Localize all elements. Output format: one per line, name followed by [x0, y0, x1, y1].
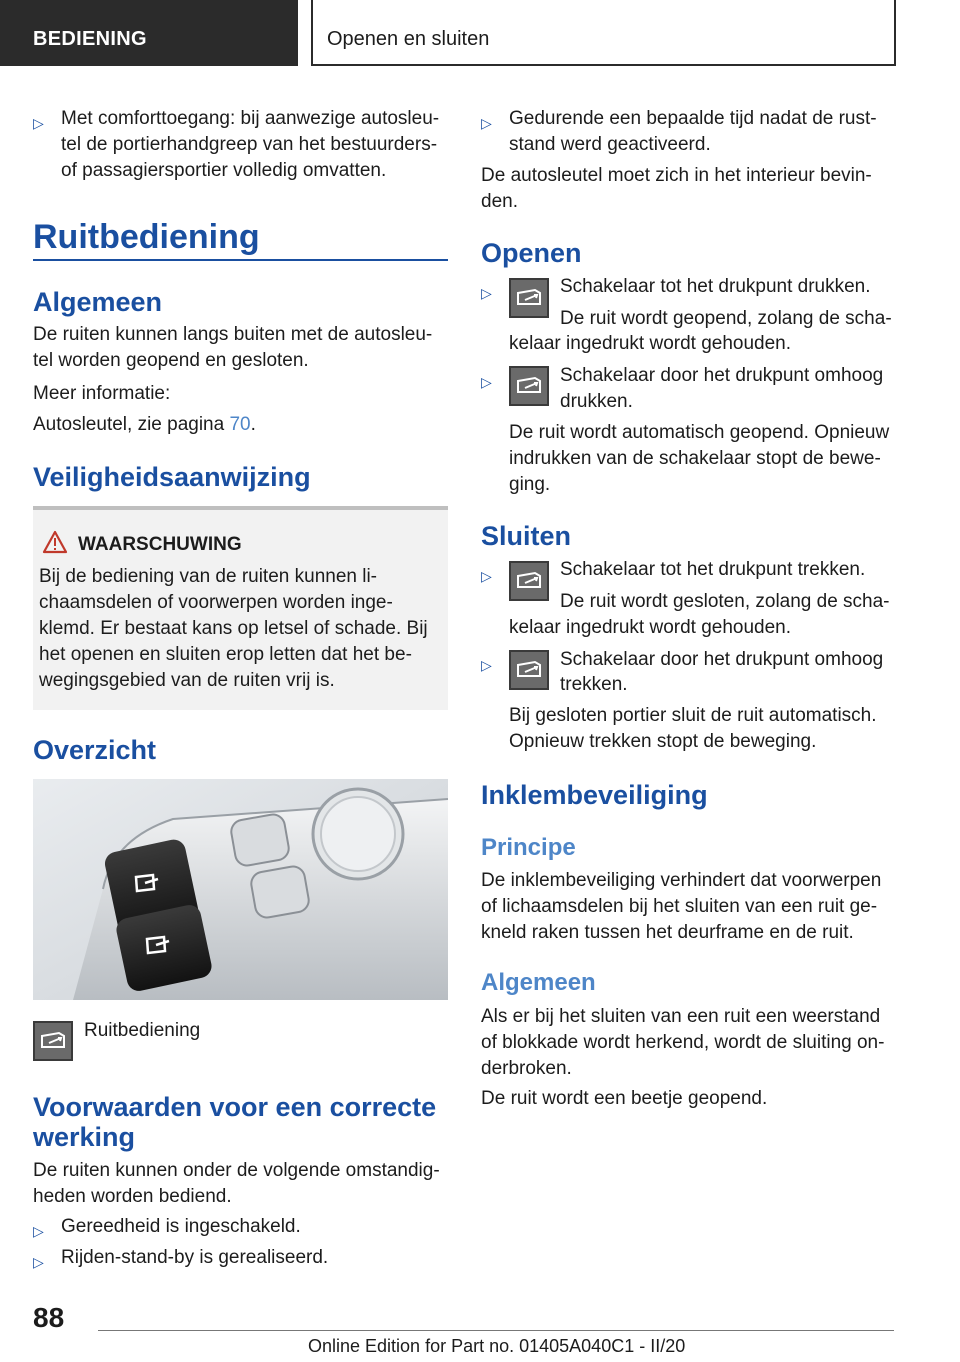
close-2-line-1: Schakelaar door het drukpunt omhoog	[560, 649, 884, 670]
close-1-line-3: kelaar ingedrukt wordt gehouden.	[509, 617, 792, 638]
bullet-triangle-icon: ▷	[481, 115, 492, 131]
close-1-line-1: Schakelaar tot het drukpunt trekken.	[560, 559, 866, 580]
key-line-1: De autosleutel moet zich in het interieur bevin-	[481, 165, 872, 186]
rest-line-1: Gedurende een bepaalde tijd nadat de rust-	[509, 108, 877, 129]
page-title: Ruitbediening	[33, 218, 260, 256]
close-2-line-3: Bij gesloten portier sluit de ruit automatisch.	[509, 705, 877, 726]
warning-line-2: chaamsdelen of voorwerpen worden inge-	[39, 592, 393, 613]
heading-algemeen: Algemeen	[33, 287, 163, 317]
reference-end: .	[250, 414, 256, 435]
heading-overview: Overzicht	[33, 735, 157, 765]
reference-text: Autosleutel, zie pagina	[33, 414, 230, 435]
general-text	[33, 322, 448, 374]
heading-close: Sluiten	[481, 521, 572, 551]
warning-line-3: klemd. Er bestaat kans op letsel of schade. Bij	[39, 618, 428, 639]
condition-bullet-1	[33, 1214, 448, 1240]
general-right-line-4: De ruit wordt een beetje geopend.	[481, 1088, 768, 1109]
more-info-label: Meer informatie:	[33, 383, 171, 404]
general-right-line-3: derbroken.	[481, 1058, 572, 1079]
condition-2-text: Rijden-stand-by is gerealiseerd.	[61, 1247, 329, 1268]
principle-line-3: kneld raken tussen het deurframe en de ruit.	[481, 922, 854, 943]
warning-triangle-icon	[42, 530, 68, 554]
page-number: 88	[33, 1302, 65, 1333]
intro-bullet	[33, 106, 448, 186]
general-right-line-1: Als er bij het sluiten van een ruit een weerstand	[481, 1006, 881, 1027]
close-2-desc	[509, 703, 901, 755]
window-switch-photo	[33, 779, 448, 1000]
warning-title: WAARSCHUWING	[78, 534, 242, 555]
section-tab	[0, 0, 298, 66]
condition-bullet-2	[33, 1245, 448, 1271]
general-right-line-2: of blokkade wordt herkend, wordt de sluiting on-	[481, 1032, 885, 1053]
page-link[interactable]: 70	[229, 414, 251, 435]
general-right-text	[481, 1004, 901, 1082]
close-2-line-2: trekken.	[560, 674, 628, 695]
heading-pinch-protection: Inklembeveiliging	[481, 780, 708, 810]
footer-rule	[98, 1330, 894, 1331]
window-switch-icon	[509, 650, 549, 690]
heading-principle: Principe	[481, 834, 576, 861]
open-2-line-4: indrukken van de schakelaar stopt de bewe-	[509, 448, 881, 469]
conditions-heading-line-1: Voorwaarden voor een correcte	[33, 1092, 437, 1122]
open-2-line-2: drukken.	[560, 391, 633, 412]
condition-1-text: Gereedheid is ingeschakeld.	[61, 1216, 301, 1237]
heading-open: Openen	[481, 238, 582, 268]
warning-line-4: het openen en sluiten erop letten dat het be-	[39, 644, 412, 665]
reference-line	[33, 412, 256, 438]
principle-text	[481, 868, 901, 946]
rest-line-2: stand werd geactiveerd.	[509, 134, 711, 155]
open-1-line-1: Schakelaar tot het drukpunt drukken.	[560, 276, 871, 297]
principle-line-1: De inklembeveiliging verhindert dat voorwerpen	[481, 870, 882, 891]
heading-safety: Veiligheidsaanwijzing	[33, 462, 311, 492]
heading-conditions	[33, 1092, 448, 1152]
open-1-line-2: De ruit wordt geopend, zolang de scha-	[560, 308, 892, 329]
intro-line-1: Met comforttoegang: bij aanwezige autosleu-	[61, 108, 440, 129]
intro-line-2: tel de portierhandgreep van het bestuurders-	[61, 134, 438, 155]
page-header	[0, 0, 960, 66]
window-switch-icon	[509, 561, 549, 601]
bullet-triangle-icon: ▷	[33, 1223, 44, 1239]
close-1-line-2: De ruit wordt gesloten, zolang de scha-	[560, 591, 890, 612]
warning-line-5: wegingsgebied van de ruiten vrij is.	[39, 670, 335, 691]
close-2-line-4: Opnieuw trekken stopt de beweging.	[509, 731, 817, 752]
chapter-tab	[311, 0, 896, 66]
chapter-label: Openen en sluiten	[327, 28, 490, 50]
general-line-2: tel worden geopend en gesloten.	[33, 350, 309, 371]
window-switch-icon	[509, 366, 549, 406]
open-2-desc	[509, 420, 901, 498]
open-2-line-5: ging.	[509, 474, 551, 495]
edition-text: Online Edition for Part no. 01405A040C1 - II/20	[308, 1336, 686, 1356]
conditions-line-2: heden worden bediend.	[33, 1186, 232, 1207]
photo-caption: Ruitbediening	[84, 1020, 201, 1041]
open-2-line-1: Schakelaar door het drukpunt omhoog	[560, 365, 884, 386]
principle-line-2: of lichaamsdelen bij het sluiten van een ruit ge-	[481, 896, 878, 917]
warning-text	[39, 564, 444, 694]
warning-line-1: Bij de bediening van de ruiten kunnen li-	[39, 566, 378, 587]
rest-bullet	[481, 106, 901, 158]
intro-line-3: of passagiersportier volledig omvatten.	[61, 160, 387, 181]
conditions-text	[33, 1158, 448, 1210]
window-switch-icon	[33, 1021, 73, 1061]
bullet-triangle-icon: ▷	[33, 1254, 44, 1270]
conditions-heading-line-2: werking	[33, 1122, 136, 1152]
conditions-line-1: De ruiten kunnen onder de volgende omstandig-	[33, 1160, 440, 1181]
open-2-line-3: De ruit wordt automatisch geopend. Opnieuw	[509, 422, 890, 443]
window-switch-icon	[509, 278, 549, 318]
key-text	[481, 163, 901, 215]
heading-general-right: Algemeen	[481, 969, 596, 996]
open-1-line-3: kelaar ingedrukt wordt gehouden.	[509, 333, 792, 354]
general-line-1: De ruiten kunnen langs buiten met de autosleu-	[33, 324, 433, 345]
section-label: BEDIENING	[33, 28, 147, 50]
key-line-2: den.	[481, 191, 518, 212]
title-rule	[33, 259, 448, 261]
bullet-triangle-icon: ▷	[33, 115, 44, 131]
